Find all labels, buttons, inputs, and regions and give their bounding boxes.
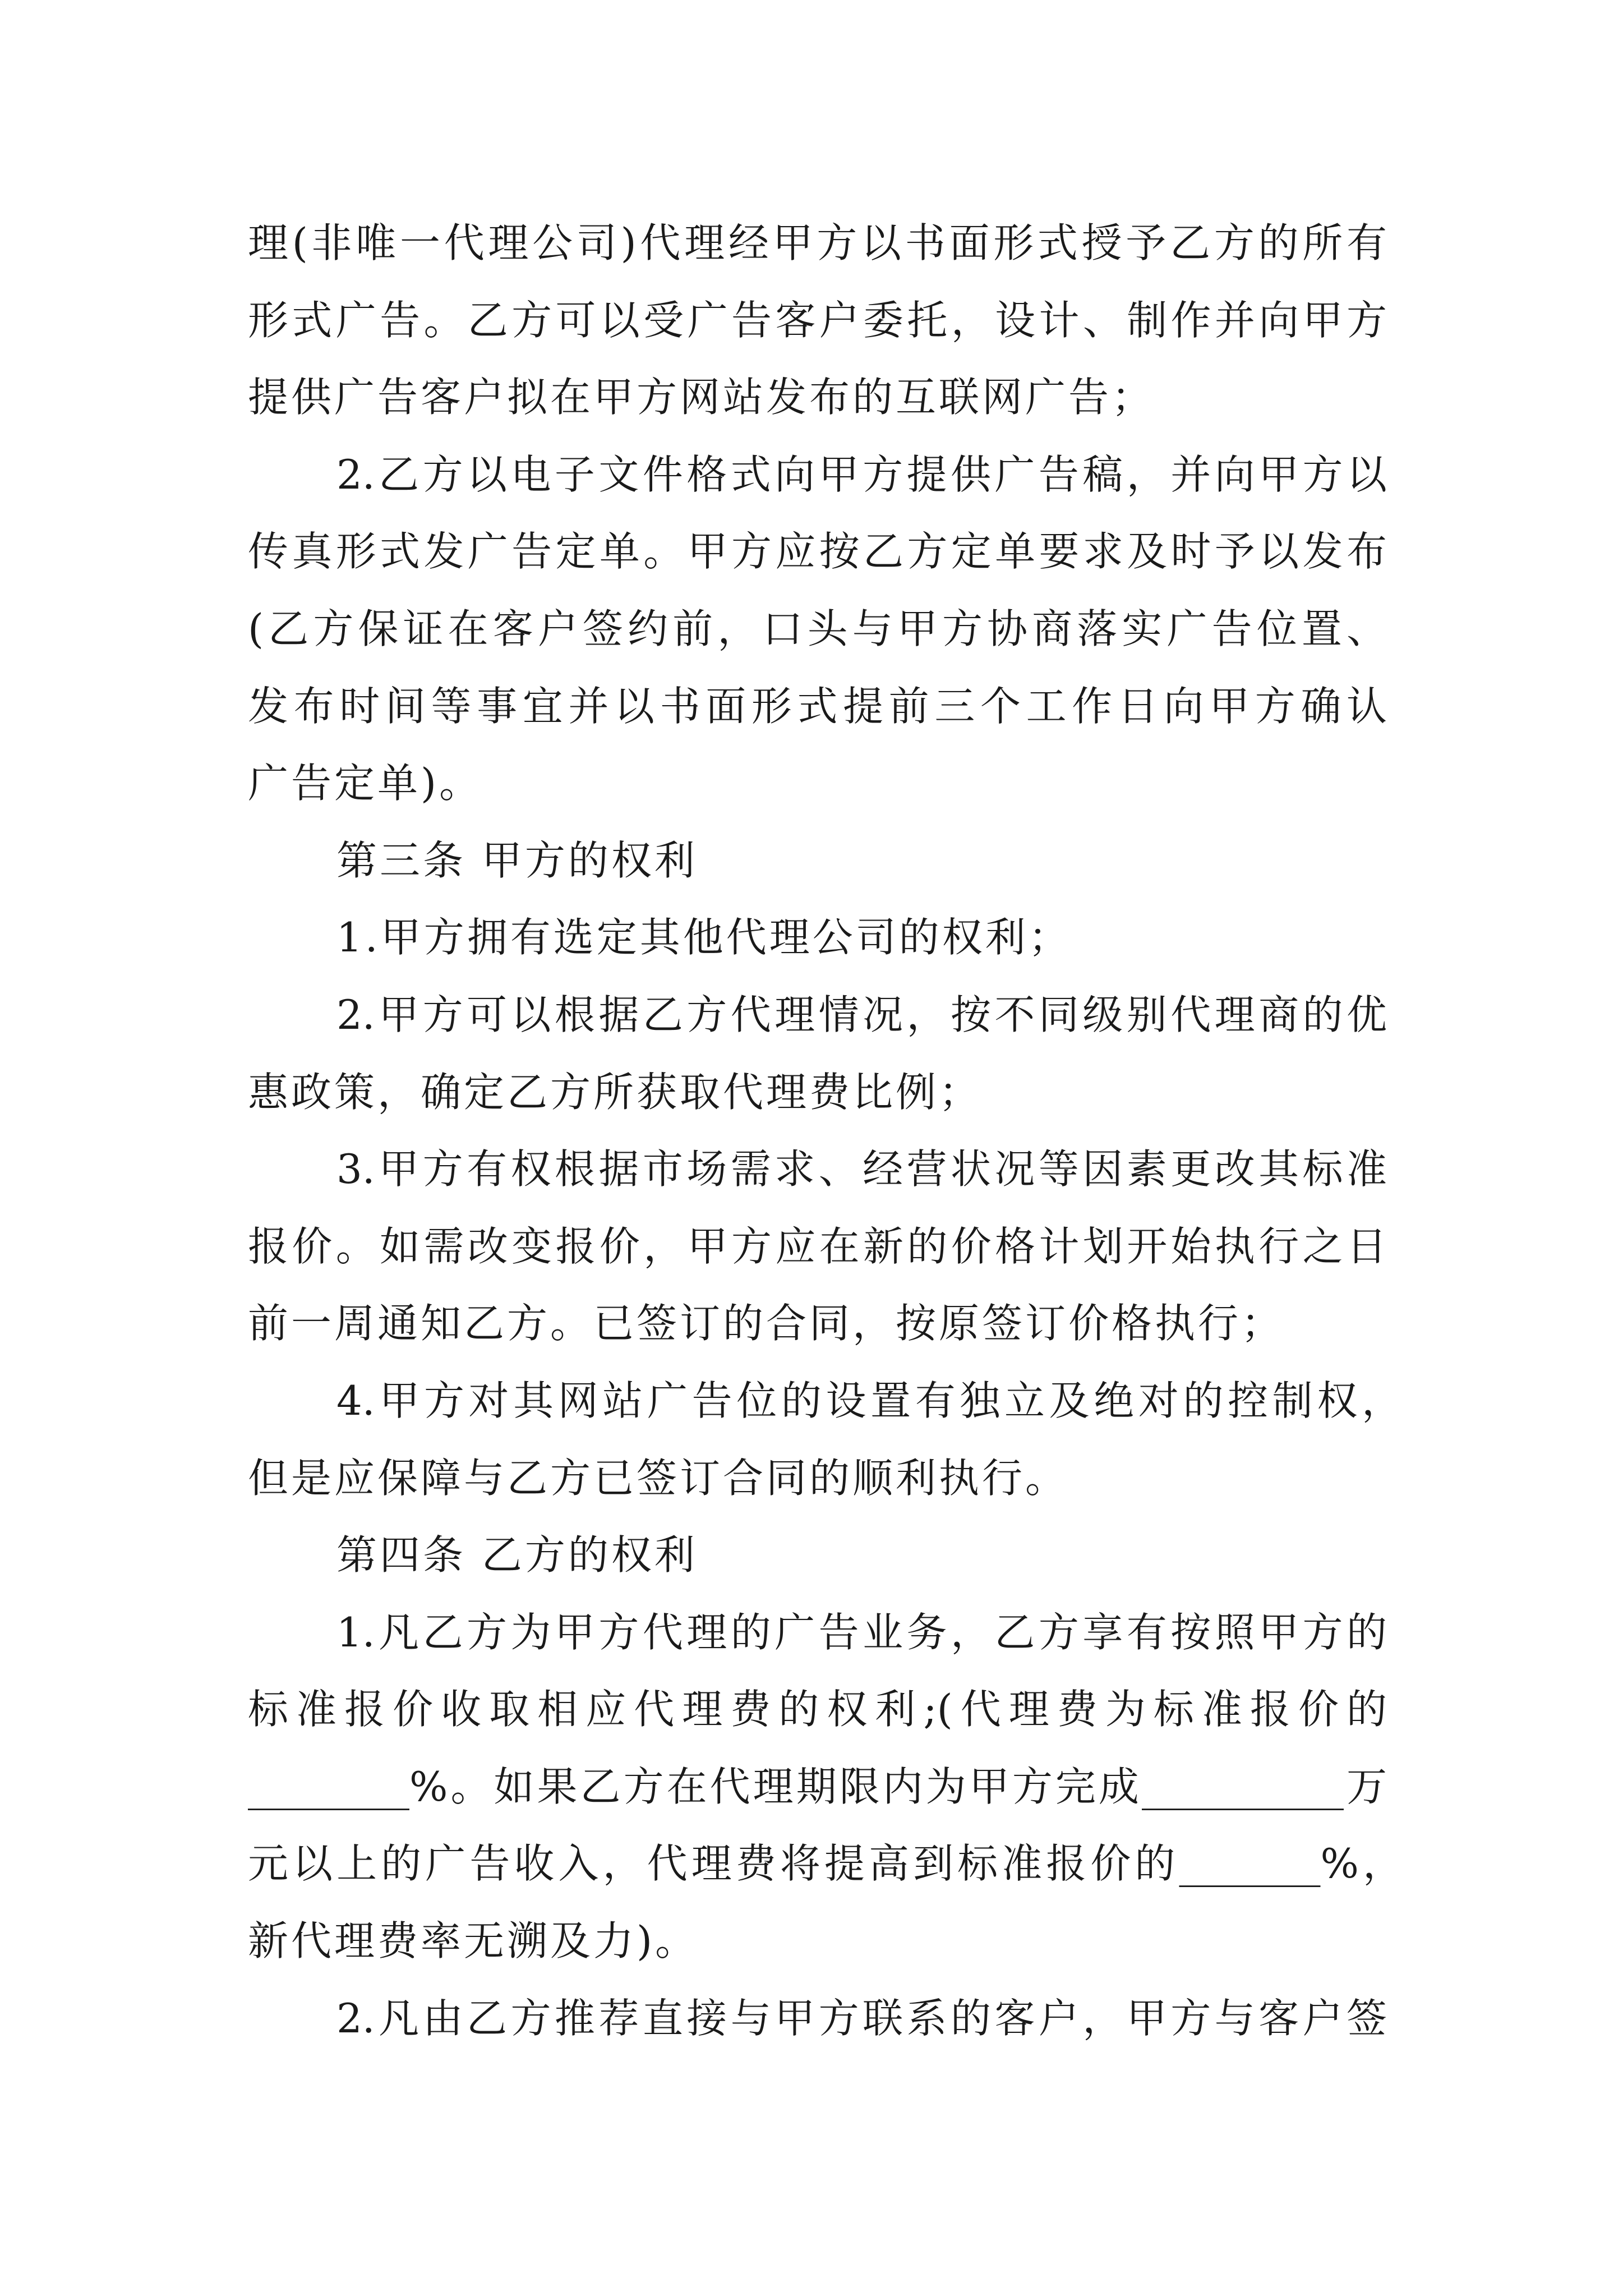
text-line: 2.乙方以电子文件格式向甲方提供广告稿，并向甲方以: [336, 450, 1387, 498]
text-line: 发布时间等事宜并以书面形式提前三个工作日向甲方确认: [248, 682, 1387, 730]
text-line: 传真形式发广告定单。甲方应按乙方定单要求及时予以发布: [248, 528, 1387, 576]
paragraph-article-3-item-4: [0, 1363, 1623, 1517]
text-line: 2.甲方可以根据乙方代理情况，按不同级别代理商的优: [336, 991, 1387, 1038]
text-line: 4.甲方对其网站广告位的设置有独立及绝对的控制权，: [336, 1377, 1402, 1424]
text-line: 报价。如需改变报价，甲方应在新的价格计划开始执行之日: [248, 1222, 1387, 1270]
text-line: ________%。如果乙方在代理期限内为甲方完成__________万: [248, 1763, 1387, 1810]
text-line: 标准报价收取相应代理费的权利;(代理费为标准报价的: [248, 1686, 1387, 1733]
text-line: 形式广告。乙方可以受广告客户委托，设计、制作并向甲方: [248, 296, 1387, 344]
text-line: 惠政策，确定乙方所获取代理费比例；: [248, 1068, 983, 1116]
text-line: (乙方保证在客户签约前，口头与甲方协商落实广告位置、: [248, 605, 1387, 652]
text-line: 元以上的广告收入，代理费将提高到标准报价的_______%，: [248, 1840, 1403, 1888]
paragraph-article-4-item-1: [0, 1594, 1623, 1980]
paragraph-article-3-item-1: [0, 899, 1623, 977]
text-line: 1.甲方拥有选定其他代理公司的权利；: [336, 914, 1072, 961]
text-line: 提供广告客户拟在甲方网站发布的互联网广告；: [248, 374, 1155, 421]
text-line: 广告定单)。: [248, 760, 483, 807]
text-line: 1.凡乙方为甲方代理的广告业务，乙方享有按照甲方的: [336, 1608, 1387, 1656]
paragraph-article-3-item-3: [0, 1131, 1623, 1363]
text-line: 2.凡由乙方推荐直接与甲方联系的客户，甲方与客户签: [336, 1994, 1387, 2042]
paragraph-article-4-item-2: [0, 1980, 1623, 2058]
text-line: 新代理费率无溯及力)。: [248, 1917, 699, 1965]
article-3-heading: 第三条 甲方的权利: [336, 836, 698, 884]
article-4-heading: 第四条 乙方的权利: [336, 1531, 698, 1579]
text-line: 理(非唯一代理公司)代理经甲方以书面形式授予乙方的所有: [248, 219, 1387, 266]
paragraph-item-1-continued: [0, 205, 1623, 436]
text-line: 前一周通知乙方。已签订的合同，按原签订价格执行；: [248, 1300, 1285, 1347]
paragraph-article-3-item-2: [0, 977, 1623, 1131]
text-line: 3.甲方有权根据市场需求、经营状况等因素更改其标准: [336, 1145, 1387, 1193]
text-line: 但是应保障与乙方已签订合同的顺利执行。: [248, 1454, 1069, 1502]
paragraph-item-2: [0, 436, 1623, 822]
